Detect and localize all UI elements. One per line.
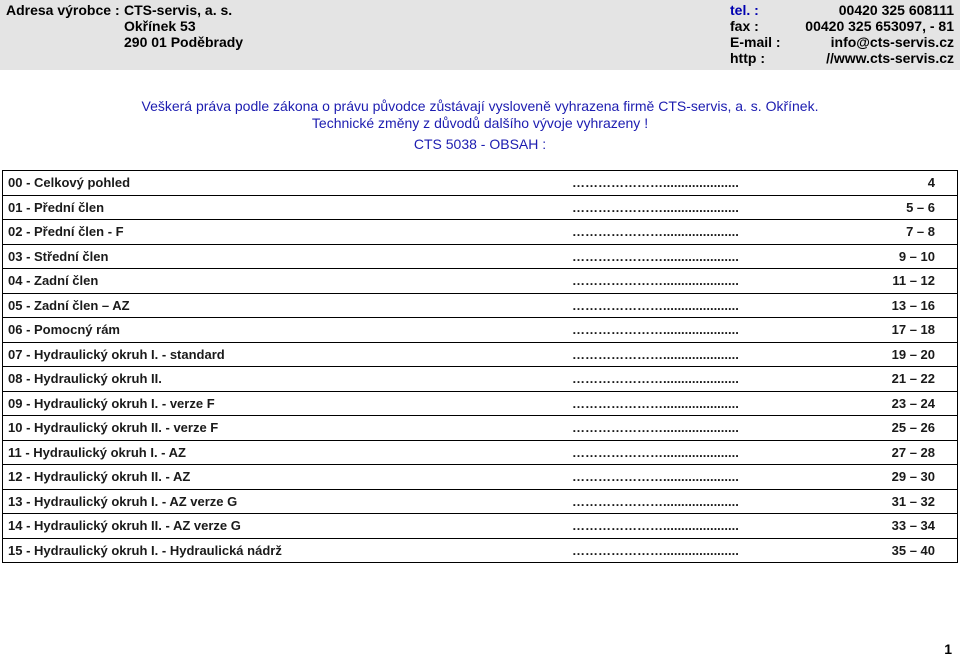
toc-row <box>3 220 958 245</box>
toc-row <box>3 514 958 539</box>
toc-row <box>3 342 958 367</box>
tel-label: tel. : <box>730 2 759 18</box>
toc-leader-dots: …………………..................... <box>572 440 818 465</box>
toc-page-range: 27 – 28 <box>818 440 958 465</box>
toc-page-range: 21 – 22 <box>818 367 958 392</box>
toc-section-name: 05 - Zadní člen – AZ <box>3 293 573 318</box>
toc-page-range: 31 – 32 <box>818 489 958 514</box>
toc-row <box>3 440 958 465</box>
fax-label: fax : <box>730 18 759 34</box>
toc-row <box>3 465 958 490</box>
toc-row <box>3 489 958 514</box>
manufacturer-header <box>0 0 960 70</box>
toc-section-name: 04 - Zadní člen <box>3 269 573 294</box>
toc-section-name: 07 - Hydraulický okruh I. - standard <box>3 342 573 367</box>
toc-page-range: 7 – 8 <box>818 220 958 245</box>
web-label: http : <box>730 50 765 66</box>
address-label: Adresa výrobce : <box>6 2 120 18</box>
toc-page-range: 17 – 18 <box>818 318 958 343</box>
toc-page-range: 11 – 12 <box>818 269 958 294</box>
toc-section-name: 09 - Hydraulický okruh I. - verze F <box>3 391 573 416</box>
toc-page-range: 23 – 24 <box>818 391 958 416</box>
company-name: CTS-servis, a. s. <box>124 2 233 18</box>
toc-section-name: 01 - Přední člen <box>3 195 573 220</box>
toc-section-name: 08 - Hydraulický okruh II. <box>3 367 573 392</box>
web-value: //www.cts-servis.cz <box>826 50 954 66</box>
toc-page-range: 5 – 6 <box>818 195 958 220</box>
toc-section-name: 03 - Střední člen <box>3 244 573 269</box>
tel-value: 00420 325 608111 <box>838 2 954 18</box>
table-of-contents <box>2 170 958 563</box>
street-address: Okřínek 53 <box>124 18 196 34</box>
toc-leader-dots: …………………..................... <box>572 416 818 441</box>
toc-row <box>3 244 958 269</box>
toc-section-name: 13 - Hydraulický okruh I. - AZ verze G <box>3 489 573 514</box>
page-number: 1 <box>944 641 952 657</box>
toc-row <box>3 416 958 441</box>
toc-leader-dots: …………………..................... <box>572 538 818 563</box>
toc-row <box>3 171 958 196</box>
toc-row <box>3 269 958 294</box>
toc-leader-dots: …………………..................... <box>572 342 818 367</box>
toc-row <box>3 538 958 563</box>
toc-leader-dots: …………………..................... <box>572 514 818 539</box>
toc-section-name: 12 - Hydraulický okruh II. - AZ <box>3 465 573 490</box>
toc-section-name: 10 - Hydraulický okruh II. - verze F <box>3 416 573 441</box>
toc-section-name: 14 - Hydraulický okruh II. - AZ verze G <box>3 514 573 539</box>
toc-page-range: 29 – 30 <box>818 465 958 490</box>
toc-row <box>3 195 958 220</box>
toc-leader-dots: …………………..................... <box>572 367 818 392</box>
city-address: 290 01 Poděbrady <box>124 34 244 50</box>
toc-leader-dots: …………………..................... <box>572 220 818 245</box>
technical-changes-notice: Technické změny z důvodů dalšího vývoje vyhrazeny ! <box>311 115 649 131</box>
toc-row <box>3 293 958 318</box>
toc-page-range: 33 – 34 <box>818 514 958 539</box>
email-value: info@cts-servis.cz <box>830 34 954 50</box>
toc-row <box>3 318 958 343</box>
toc-section-name: 00 - Celkový pohled <box>3 171 573 196</box>
toc-page-range: 25 – 26 <box>818 416 958 441</box>
toc-section-name: 11 - Hydraulický okruh I. - AZ <box>3 440 573 465</box>
toc-section-name: 06 - Pomocný rám <box>3 318 573 343</box>
toc-row <box>3 367 958 392</box>
toc-leader-dots: …………………..................... <box>572 269 818 294</box>
toc-page-range: 13 – 16 <box>818 293 958 318</box>
contents-title: CTS 5038 - OBSAH : <box>413 136 547 152</box>
email-label: E-mail : <box>730 34 781 50</box>
toc-leader-dots: …………………..................... <box>572 293 818 318</box>
toc-leader-dots: …………………..................... <box>572 489 818 514</box>
toc-leader-dots: …………………..................... <box>572 195 818 220</box>
copyright-notice: Veškerá práva podle zákona o právu původce zůstávají vysloveně vyhrazena firmě CTS-servis, a. s. Okřínek. <box>141 98 819 114</box>
toc-leader-dots: …………………..................... <box>572 391 818 416</box>
toc-leader-dots: …………………..................... <box>572 171 818 196</box>
fax-value: 00420 325 653097, - 81 <box>805 18 954 34</box>
toc-section-name: 02 - Přední člen - F <box>3 220 573 245</box>
toc-page-range: 19 – 20 <box>818 342 958 367</box>
toc-leader-dots: …………………..................... <box>572 318 818 343</box>
toc-leader-dots: …………………..................... <box>572 465 818 490</box>
toc-leader-dots: …………………..................... <box>572 244 818 269</box>
toc-page-range: 9 – 10 <box>818 244 958 269</box>
toc-row <box>3 391 958 416</box>
toc-page-range: 35 – 40 <box>818 538 958 563</box>
toc-page-range: 4 <box>818 171 958 196</box>
toc-section-name: 15 - Hydraulický okruh I. - Hydraulická nádrž <box>3 538 573 563</box>
